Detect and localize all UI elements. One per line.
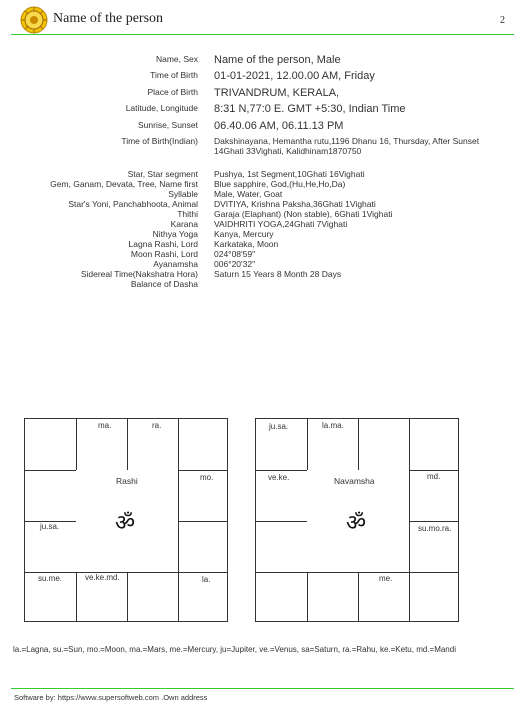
label-nithya-yoga: Nithya Yoga bbox=[152, 229, 198, 239]
rashi-house-lagna: la. bbox=[202, 575, 211, 584]
label-moon-rashi: Moon Rashi, Lord bbox=[130, 249, 198, 259]
label-karana: Karana bbox=[170, 219, 198, 229]
navamsha-chart-title: Navamsha bbox=[334, 476, 375, 486]
value-yoni: DVITIYA, Krishna Paksha,36Ghati 1Vighati bbox=[214, 199, 376, 209]
label-sidereal-time: Sidereal Time(Nakshatra Hora) bbox=[80, 269, 198, 279]
value-sunrise-sunset: 06.40.06 AM, 06.11.13 PM bbox=[214, 120, 344, 132]
page-title: Name of the person bbox=[53, 11, 164, 26]
value-place-of-birth: TRIVANDRUM, KERALA, bbox=[214, 87, 340, 99]
rashi-house-sun-mercury: su.me. bbox=[38, 574, 63, 583]
label-name-sex: Name, Sex bbox=[155, 54, 198, 64]
header-rule bbox=[11, 34, 514, 35]
value-moon-rashi: 024°08'59" bbox=[214, 249, 256, 259]
value-name-sex: Name of the person, Male bbox=[214, 54, 341, 66]
value-time-of-birth: 01-01-2021, 12.00.00 AM, Friday bbox=[214, 70, 375, 82]
navamsha-house-venus-ketu: ve.ke. bbox=[268, 473, 290, 482]
navamsha-chart bbox=[255, 418, 459, 622]
navamsha-house-lagna-mars: la.ma. bbox=[322, 421, 344, 430]
navamsha-house-mercury: me. bbox=[379, 574, 393, 583]
value-star: Pushya, 1st Segment,10Ghati 16Vighati bbox=[214, 169, 365, 179]
label-yoni: Star's Yoni, Panchabhoota, Animal bbox=[68, 199, 198, 209]
navamsha-house-mandi: md. bbox=[427, 472, 441, 481]
navamsha-house-jupiter-saturn: ju.sa. bbox=[269, 422, 289, 431]
rashi-chart bbox=[24, 418, 228, 622]
value-syllable: Male, Water, Goat bbox=[214, 189, 283, 199]
label-balance-of-dasha: Balance of Dasha bbox=[130, 279, 198, 289]
label-lagna-rashi: Lagna Rashi, Lord bbox=[128, 239, 198, 249]
value-nithya-yoga: Kanya, Mercury bbox=[214, 229, 274, 239]
value-thithi: Garaja (Elaphant) (Non stable), 6Ghati 1Vighati bbox=[214, 209, 393, 219]
label-lat-long: Latitude, Longitude bbox=[125, 103, 198, 113]
value-karana: VAIDHRITI YOGA,24Ghati 7Vighati bbox=[214, 219, 348, 229]
footer-credit: Software by: https://www.supersoftweb.com .Own address bbox=[14, 693, 208, 702]
label-time-of-birth: Time of Birth bbox=[150, 70, 198, 80]
rashi-house-moon: mo. bbox=[200, 473, 214, 482]
om-symbol-icon: ॐ bbox=[115, 511, 136, 536]
planet-abbreviation-legend: la.=Lagna, su.=Sun, mo.=Moon, ma.=Mars, me.=Mercury, ju=Jupiter, ve.=Venus, sa=Saturn, ra.=Rahu, ke.=Ketu, md.=Mandi bbox=[13, 645, 456, 654]
label-star: Star, Star segment bbox=[127, 169, 198, 179]
rashi-house-jupiter-saturn: ju.sa. bbox=[40, 522, 60, 531]
label-time-of-birth-indian: Time of Birth(Indian) bbox=[121, 136, 198, 146]
footer-rule bbox=[11, 688, 514, 689]
label-gem: Gem, Ganam, Devata, Tree, Name first bbox=[50, 179, 198, 189]
label-thithi: Thithi bbox=[177, 209, 198, 219]
label-place-of-birth: Place of Birth bbox=[147, 87, 198, 97]
rashi-house-venus-ketu-mandi: ve.ke.md. bbox=[85, 573, 120, 582]
value-lagna-rashi: Karkataka, Moon bbox=[214, 239, 279, 249]
value-lat-long: 8:31 N,77:0 E. GMT +5:30, Indian Time bbox=[214, 103, 406, 115]
navamsha-house-sun-moon-rahu: su.mo.ra. bbox=[418, 524, 452, 533]
label-ayanamsha: Ayanamsha bbox=[153, 259, 198, 269]
label-sunrise-sunset: Sunrise, Sunset bbox=[137, 120, 198, 130]
value-time-of-birth-indian-cont: 14Ghati 33Vighati, Kalidhinam1870750 bbox=[214, 146, 362, 156]
rashi-house-rahu: ra. bbox=[152, 421, 162, 430]
om-symbol-icon: ॐ bbox=[346, 511, 367, 536]
rashi-chart-title: Rashi bbox=[116, 476, 138, 486]
value-gem: Blue sapphire, God,(Hu,He,Ho,Da) bbox=[214, 179, 346, 189]
page-number: 2 bbox=[500, 15, 505, 26]
value-sidereal-time: Saturn 15 Years 8 Month 28 Days bbox=[214, 269, 342, 279]
label-syllable: Syllable bbox=[168, 189, 198, 199]
value-ayanamsha: 006°20'32" bbox=[214, 259, 256, 269]
sun-logo-icon bbox=[20, 6, 48, 34]
rashi-house-mars: ma. bbox=[98, 421, 112, 430]
value-time-of-birth-indian: Dakshinayana, Hemantha rutu,1196 Dhanu 16, Thursday, After Sunset bbox=[214, 136, 480, 146]
